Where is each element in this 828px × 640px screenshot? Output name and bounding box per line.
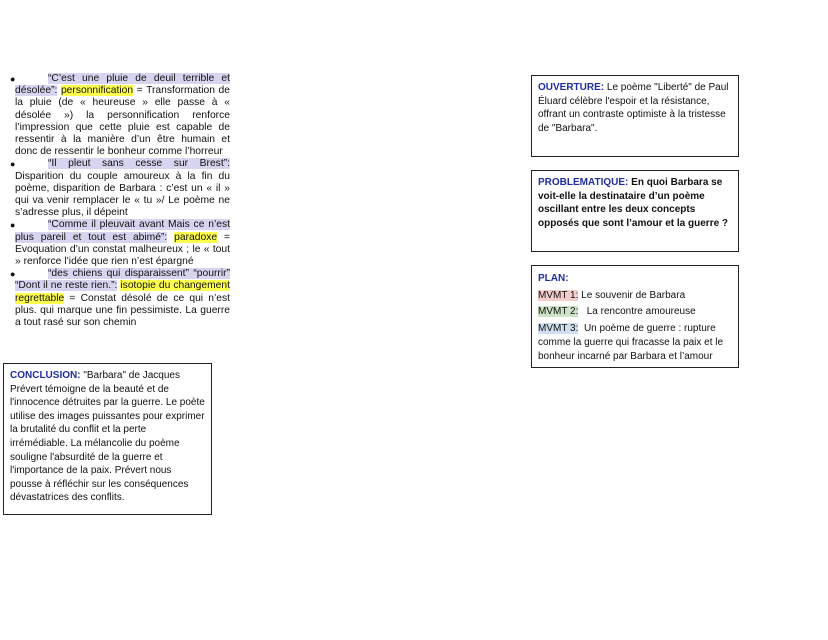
ouverture-text: Le poème "Liberté" de Paul Éluard célèbre l'espoir et la résistance, offrant un contraste optimiste à la tristesse de "Barbara". [538,82,729,134]
bullet-text [15,268,230,329]
bullet-item-4 [10,268,230,329]
plan-box [531,265,739,368]
conclusion-text: "Barbara" de Jacques Prévert témoigne de la beauté et de l'innocence détruites par la guerre. Le poète utilise des images puissantes pour exprimer la brutalité du conflit et la perte irrémédiable. La mélancolie du poème souligne l'absurdité de la guerre et l'importance de la paix. Prévert nous pousse à réfléchir sur les conséquences dévastatrices des conflits. [10,370,205,504]
plan-item-2 [538,304,732,321]
plan-item-1 [538,288,732,305]
bullet-item-1 [10,73,230,158]
explanation-text: Disparition du couple amoureux à la fin du poème, disparition de Barbara : c’est un « il » qui va venir remplacer le « tu »/ Le poème ne s’adresse plus, il dépeint [15,170,230,219]
bullet-dot-icon: ● [10,159,16,170]
quote-text: “Il pleut sans cesse sur Brest”: [48,158,230,170]
bullet-dot-icon: ● [10,269,16,280]
bullet-dot-icon: ● [10,74,16,84]
mvmt-tag: MVMT 1: [538,289,579,301]
ouverture-box [531,75,739,157]
mvmt-tag: MVMT 3: [538,322,579,334]
figure-highlight: paradoxe [174,231,218,243]
bullet-text [15,219,230,268]
problematique-text: En quoi Barbara se voit-elle la destinataire d’un poème oscillant entre les deux concepts opposés que sont l’amour et la guerre ? [538,177,729,229]
bullet-text [15,73,230,158]
bullet-item-2 [10,158,230,219]
mvmt-text: Le souvenir de Barbara [578,289,686,301]
bullet-dot-icon: ● [10,220,16,231]
figure-highlight: isotopie du changement regrettable [15,280,230,304]
conclusion-box [3,363,212,515]
plan-item-3 [538,322,732,364]
mvmt-text: Un poème de guerre : rupture comme la guerre qui fracasse la paix et le bonheur incarné par Barbara et l’amour [538,322,726,362]
quote-text: “des chiens qui disparaissent” “pourrir” “Dont il ne reste rien.”: [15,268,230,292]
bullet-item-3 [10,219,230,268]
quote-text: “C’est une pluie de deuil terrible et désolée”: [15,73,230,97]
figure-highlight: personnification [60,85,134,97]
explanation-text: = Transformation de la pluie (de « heureuse » elle passe à « désolée ») la personnification renforce l’impression que cette pluie est capable de ressentir à la manière d’un être humain et donc de ressentir le bonheur comme l’horreur [15,85,230,158]
mvmt-tag: MVMT 2: [538,306,579,317]
conclusion-label: CONCLUSION: [10,370,81,381]
ouverture-label: OUVERTURE: [538,82,605,93]
bullet-text [15,158,230,219]
plan-label: PLAN: [538,273,569,284]
explanation-text: = Constat désolé de ce qui n’est plus. qui marque une fin pessimiste. La guerre a tout rasé sur son chemin [15,292,230,329]
analysis-bullet-list [10,73,230,329]
problematique-label: PROBLEMATIQUE: [538,177,629,188]
quote-text: “Comme il pleuvait avant Mais ce n’est plus pareil et tout est abimé”: [15,219,230,243]
explanation-text: = Evoquation d’un constat malheureux ; le « tout » renforce l’idée que rien n’est épargné [15,231,230,268]
mvmt-text: La rencontre amoureuse [578,306,696,317]
problematique-box [531,170,739,252]
